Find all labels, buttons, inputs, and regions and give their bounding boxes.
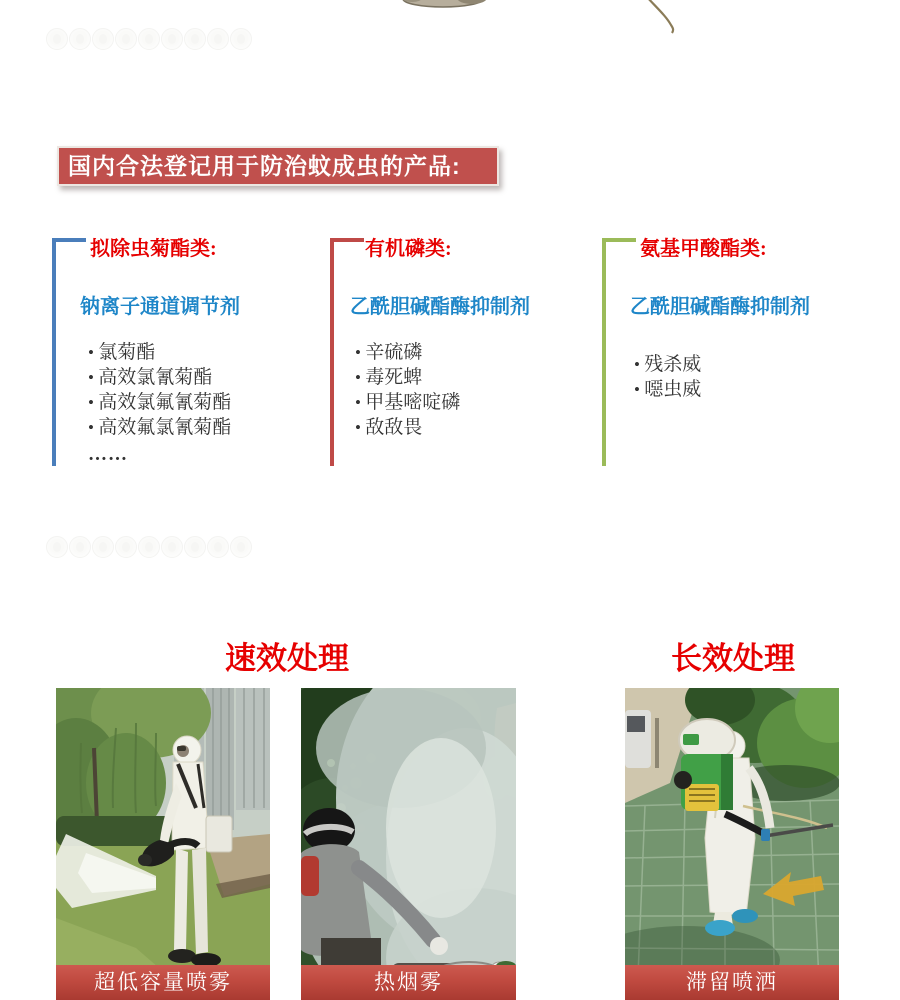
watermark-row xyxy=(46,536,252,558)
list-item: • 氯菊酯 xyxy=(88,340,231,365)
bracket-cap xyxy=(52,238,86,242)
list-item: • 高效氯氰菊酯 xyxy=(88,365,231,390)
section-heading-long-lasting: 长效处理 xyxy=(671,641,795,676)
column-carbamates xyxy=(602,236,864,476)
pest-logo-watermark-icon xyxy=(115,536,137,558)
section-heading-fast-acting: 速效处理 xyxy=(225,641,349,676)
pest-logo-watermark-icon xyxy=(138,28,160,50)
pest-logo-watermark-icon xyxy=(92,536,114,558)
page-title-banner: 国内合法登记用于防治蚊成虫的产品: xyxy=(57,146,499,186)
blue-shoe-cover xyxy=(732,909,758,923)
hand-grip xyxy=(430,937,448,955)
list-item: • 辛硫磷 xyxy=(355,340,460,365)
list-item: • 残杀威 xyxy=(634,352,701,377)
column-header: 有机磷类: xyxy=(365,238,452,260)
pest-logo-watermark-icon xyxy=(207,536,229,558)
watermark-row xyxy=(46,28,252,50)
list-item: • 毒死蜱 xyxy=(355,365,460,390)
red-scarf xyxy=(301,856,319,896)
ellipsis-more: …… xyxy=(88,444,128,465)
list-item: • 甲基嘧啶磷 xyxy=(355,390,460,415)
pest-logo-watermark-icon xyxy=(69,28,91,50)
ulv-spraying-photo xyxy=(56,688,270,1000)
pest-logo-watermark-icon xyxy=(138,536,160,558)
mosquito-leg-icon xyxy=(646,0,673,33)
pest-logo-watermark-icon xyxy=(46,536,68,558)
pest-logo-watermark-icon xyxy=(161,28,183,50)
column-pyrethroids xyxy=(52,236,314,476)
backpack-sprayer xyxy=(674,719,735,811)
photo-caption: 热烟雾 xyxy=(301,965,516,1000)
column-header: 氨基甲酸酯类: xyxy=(640,238,767,260)
list-item: • 高效氟氯氰菊酯 xyxy=(88,415,231,440)
pest-logo-watermark-icon xyxy=(184,536,206,558)
list-item: • 高效氯氟氰菊酯 xyxy=(88,390,231,415)
backpack-unit xyxy=(206,816,232,852)
residual-spraying-photo xyxy=(625,688,839,1000)
list-item: • 噁虫威 xyxy=(634,377,701,402)
blue-shoe-cover xyxy=(705,920,735,936)
product-list xyxy=(634,352,701,402)
mechanism-label: 钠离子通道调节剂 xyxy=(80,296,240,318)
pest-logo-watermark-icon xyxy=(207,28,229,50)
product-list xyxy=(355,340,460,440)
thermal-fogging-photo xyxy=(301,688,516,1000)
pest-logo-watermark-icon xyxy=(184,28,206,50)
mosquito-body-icon xyxy=(402,0,487,7)
pest-logo-watermark-icon xyxy=(46,28,68,50)
pest-logo-watermark-icon xyxy=(230,28,252,50)
pest-logo-watermark-icon xyxy=(92,28,114,50)
pest-logo-watermark-icon xyxy=(69,536,91,558)
photo-caption: 超低容量喷雾 xyxy=(56,965,270,1000)
product-list xyxy=(88,340,231,440)
list-item: • 敌敌畏 xyxy=(355,415,460,440)
mechanism-label: 乙酰胆碱酯酶抑制剂 xyxy=(630,296,810,318)
bracket-cap xyxy=(602,238,636,242)
pest-logo-watermark-icon xyxy=(161,536,183,558)
bracket-cap xyxy=(330,238,364,242)
pest-logo-watermark-icon xyxy=(230,536,252,558)
mechanism-label: 乙酰胆碱酯酶抑制剂 xyxy=(350,296,530,318)
column-header: 拟除虫菊酯类: xyxy=(90,238,217,260)
photo-caption: 滞留喷洒 xyxy=(625,965,839,1000)
pest-logo-watermark-icon xyxy=(115,28,137,50)
column-organophosphates xyxy=(330,236,592,476)
